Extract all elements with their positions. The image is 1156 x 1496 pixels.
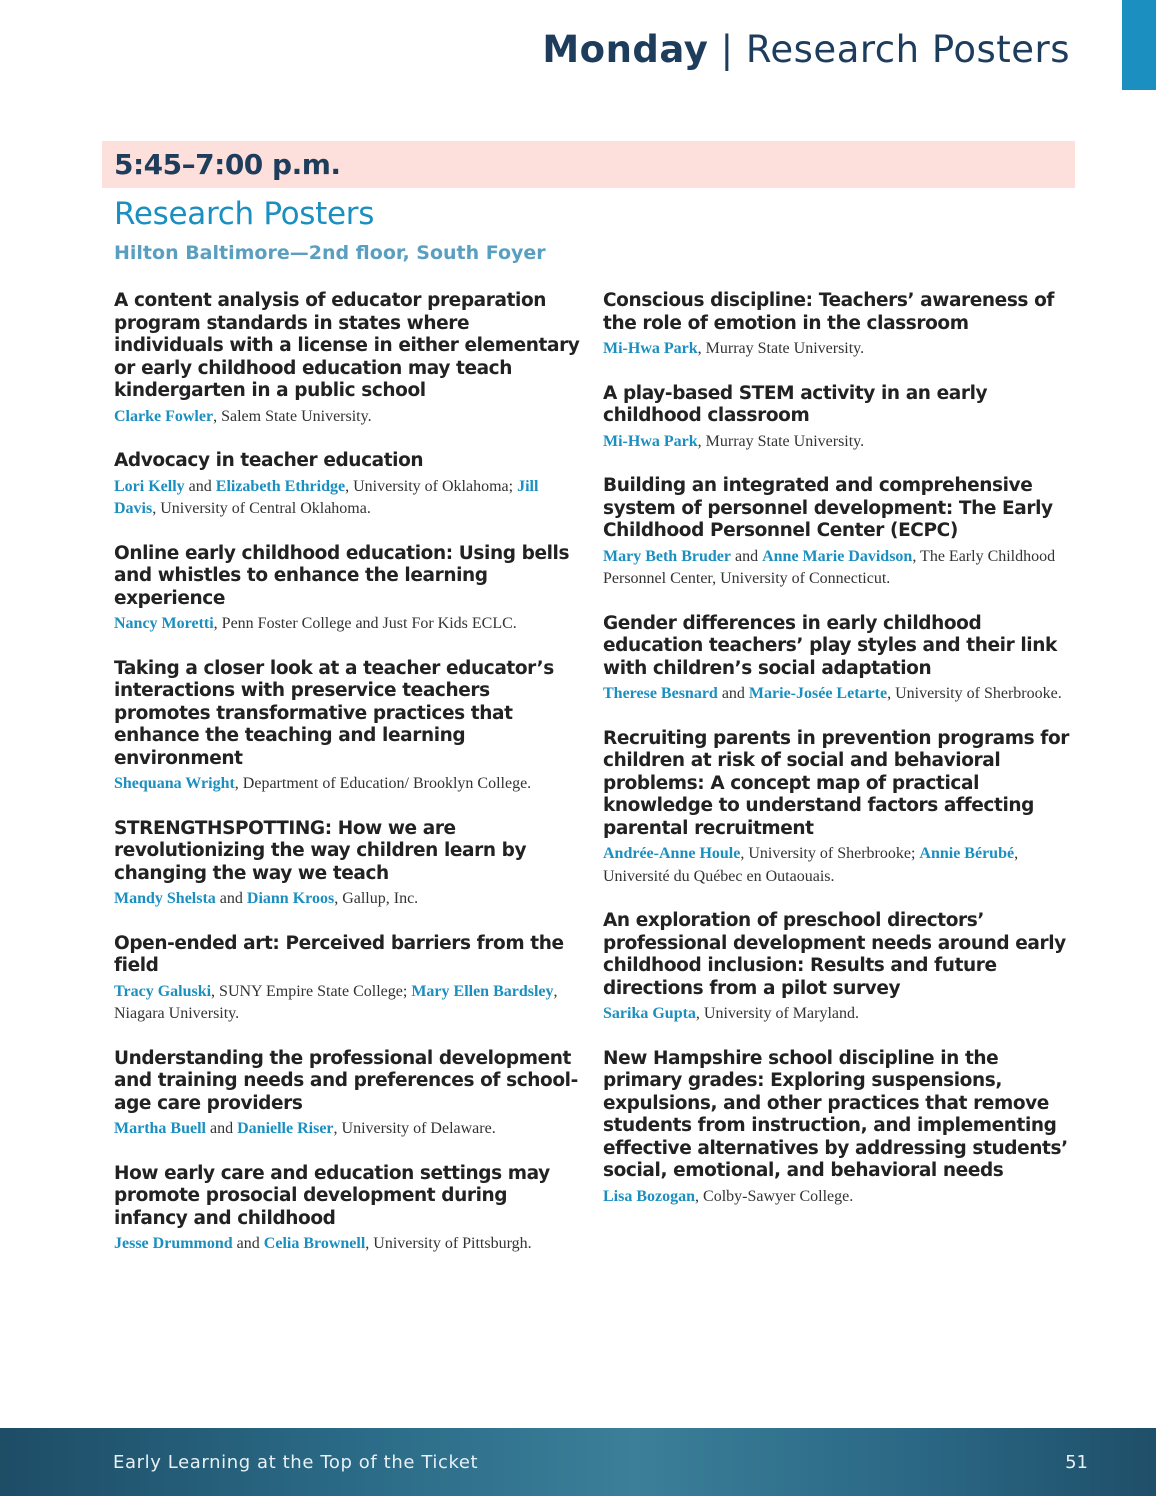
poster-entry	[114, 818, 584, 911]
author-name: Danielle Riser	[237, 1120, 334, 1137]
poster-title: How early care and education settings may promote prosocial development during infancy and childhood	[114, 1162, 550, 1229]
author-affiliation: , University of Oklahoma;	[345, 477, 518, 495]
poster-title: New Hampshire school discipline in the primary grades: Exploring suspensions, expulsions, and other practices that remove students from instruction, and implementing effective alternatives by addressing students’ social, emotional, and behavioral needs	[603, 1047, 1068, 1181]
author-name: Lisa Bozogan	[603, 1187, 696, 1205]
header-day: Monday	[542, 28, 709, 71]
session-time: 5:45–7:00 p.m.	[114, 148, 341, 181]
poster-title: STRENGTHSPOTTING: How we are revolutionizing the way children learn by changing the way we teach	[114, 817, 527, 884]
author-name: Diann Kroos	[246, 890, 335, 907]
author-affiliation: and	[215, 890, 247, 907]
session-title: Research Posters	[114, 196, 375, 232]
author-affiliation: , Gallup, Inc.	[334, 890, 419, 907]
poster-authors	[114, 1118, 584, 1141]
poster-entry	[603, 613, 1075, 706]
header-section: Research Posters	[745, 28, 1070, 71]
author-name: Jesse Drummond	[114, 1235, 233, 1252]
author-name: Mandy Shelsta	[114, 890, 216, 907]
poster-entry	[603, 728, 1075, 889]
author-affiliation: , University of Sherbrooke.	[887, 685, 1062, 702]
author-affiliation: , University of Maryland.	[695, 1005, 859, 1022]
poster-title: Understanding the professional development and training needs and preferences of school-age care providers	[114, 1047, 578, 1114]
author-name: Sarika Gupta	[603, 1005, 696, 1022]
page-number: 51	[1065, 1452, 1088, 1473]
session-time-bar	[102, 141, 1075, 188]
poster-entry	[114, 450, 584, 521]
author-name: Therese Besnard	[603, 685, 718, 702]
poster-title: A play-based STEM activity in an early childhood classroom	[603, 382, 988, 426]
corner-tab	[1122, 0, 1156, 90]
author-name: Marie-Josée Letarte	[748, 685, 888, 702]
poster-authors	[114, 476, 584, 521]
author-name: Shequana Wright	[114, 775, 235, 792]
poster-entry	[114, 658, 584, 796]
poster-title: Building an integrated and comprehensive system of personnel development: The Early Childhood Personnel Center (ECPC)	[603, 475, 1053, 541]
author-affiliation: , University of Sherbrooke;	[740, 845, 920, 862]
poster-authors	[114, 613, 584, 636]
author-affiliation: , Murray State University.	[697, 432, 865, 450]
poster-entry	[114, 1048, 584, 1141]
poster-entry	[603, 1048, 1075, 1209]
author-name: Mary Beth Bruder	[603, 547, 731, 565]
poster-entry	[603, 290, 1075, 361]
author-affiliation: and	[232, 1235, 264, 1252]
author-name: Nancy Moretti	[114, 615, 214, 632]
author-affiliation: and	[730, 547, 763, 565]
poster-authors	[114, 1233, 584, 1256]
poster-authors	[114, 406, 584, 429]
poster-entry	[114, 543, 584, 636]
poster-entry	[114, 1163, 584, 1256]
header-separator: |	[720, 28, 734, 71]
poster-entry	[603, 910, 1075, 1026]
poster-title: Gender differences in early childhood education teachers’ play styles and their link with children’s social adaptation	[603, 612, 1057, 679]
session-location: Hilton Baltimore—2nd floor, South Foyer	[114, 242, 546, 264]
footer-text: Early Learning at the Top of the Ticket	[113, 1452, 479, 1473]
poster-authors	[603, 843, 1075, 888]
author-affiliation: and	[717, 685, 749, 702]
author-name: Anne Marie Davidson	[762, 547, 913, 565]
author-affiliation: , University of Pittsburgh.	[365, 1235, 532, 1252]
author-name: Celia Brownell	[263, 1235, 366, 1252]
author-name: Tracy Galuski	[114, 982, 212, 1000]
author-affiliation: and	[184, 477, 216, 495]
poster-title: Conscious discipline: Teachers’ awareness of the role of emotion in the classroom	[603, 290, 1055, 334]
author-name: Mary Ellen Bardsley	[411, 982, 554, 1000]
author-name: Annie Bérubé	[919, 845, 1015, 862]
poster-entry	[603, 383, 1075, 454]
author-affiliation: , Penn Foster College and Just For Kids ECLC.	[213, 615, 517, 632]
author-affiliation: , University of Central Oklahoma.	[152, 500, 371, 517]
poster-title: Open-ended art: Perceived barriers from the field	[114, 932, 564, 976]
page-header	[542, 28, 1070, 71]
author-name: Mi-Hwa Park	[603, 432, 698, 450]
poster-title: Taking a closer look at a teacher educator’s interactions with preservice teachers promotes transformative practices that enhance the teaching and learning environment	[114, 657, 554, 769]
author-name: Clarke Fowler	[114, 407, 214, 425]
poster-authors	[603, 1003, 1075, 1026]
poster-authors	[603, 431, 1075, 454]
poster-title: An exploration of preschool directors’ professional development needs around early childhood inclusion: Results and future directions from a pilot survey	[603, 910, 1066, 999]
poster-title: Online early childhood education: Using bells and whistles to enhance the learning experience	[114, 542, 570, 609]
author-name: Martha Buell	[114, 1120, 206, 1137]
posters-column-left	[114, 290, 584, 1278]
author-affiliation: , Colby-Sawyer College.	[695, 1187, 854, 1205]
author-name: Jill Davis	[114, 477, 539, 517]
poster-entry	[114, 290, 584, 428]
poster-title: A content analysis of educator preparation program standards in states where individuals with a license in either elementary or early childhood education may teach kindergarten in a public school	[114, 290, 580, 401]
author-affiliation: , Department of Education/ Brooklyn College.	[234, 775, 532, 792]
author-affiliation: , Salem State University.	[213, 407, 372, 425]
poster-title: Advocacy in teacher education	[114, 450, 424, 471]
author-name: Andrée-Anne Houle	[603, 845, 741, 862]
poster-entry	[603, 475, 1075, 591]
poster-authors	[114, 773, 584, 796]
poster-entry	[114, 933, 584, 1026]
posters-column-right	[603, 290, 1075, 1230]
author-affiliation: and	[206, 1120, 238, 1137]
author-name: Mi-Hwa Park	[603, 340, 698, 357]
poster-title: Recruiting parents in prevention programs for children at risk of social and behavioral problems: A concept map of practical knowledge to understand factors affecting parental recruitment	[603, 727, 1069, 839]
author-affiliation: , SUNY Empire State College;	[211, 982, 412, 1000]
poster-authors	[603, 546, 1075, 591]
author-affiliation: , University of Delaware.	[333, 1120, 496, 1137]
poster-authors	[603, 1186, 1075, 1209]
poster-authors	[603, 683, 1075, 706]
author-affiliation: , Niagara University.	[114, 982, 558, 1022]
author-affiliation: , The Early Childhood Personnel Center, University of Connecticut.	[603, 547, 1056, 587]
author-name: Elizabeth Ethridge	[215, 477, 346, 495]
author-name: Lori Kelly	[114, 477, 185, 495]
author-affiliation: , Université du Québec en Outaouais.	[603, 845, 1019, 885]
author-affiliation: , Murray State University.	[697, 340, 865, 357]
poster-authors	[603, 338, 1075, 361]
poster-authors	[114, 981, 584, 1026]
poster-authors	[114, 888, 584, 911]
footer-bar	[0, 1428, 1156, 1496]
